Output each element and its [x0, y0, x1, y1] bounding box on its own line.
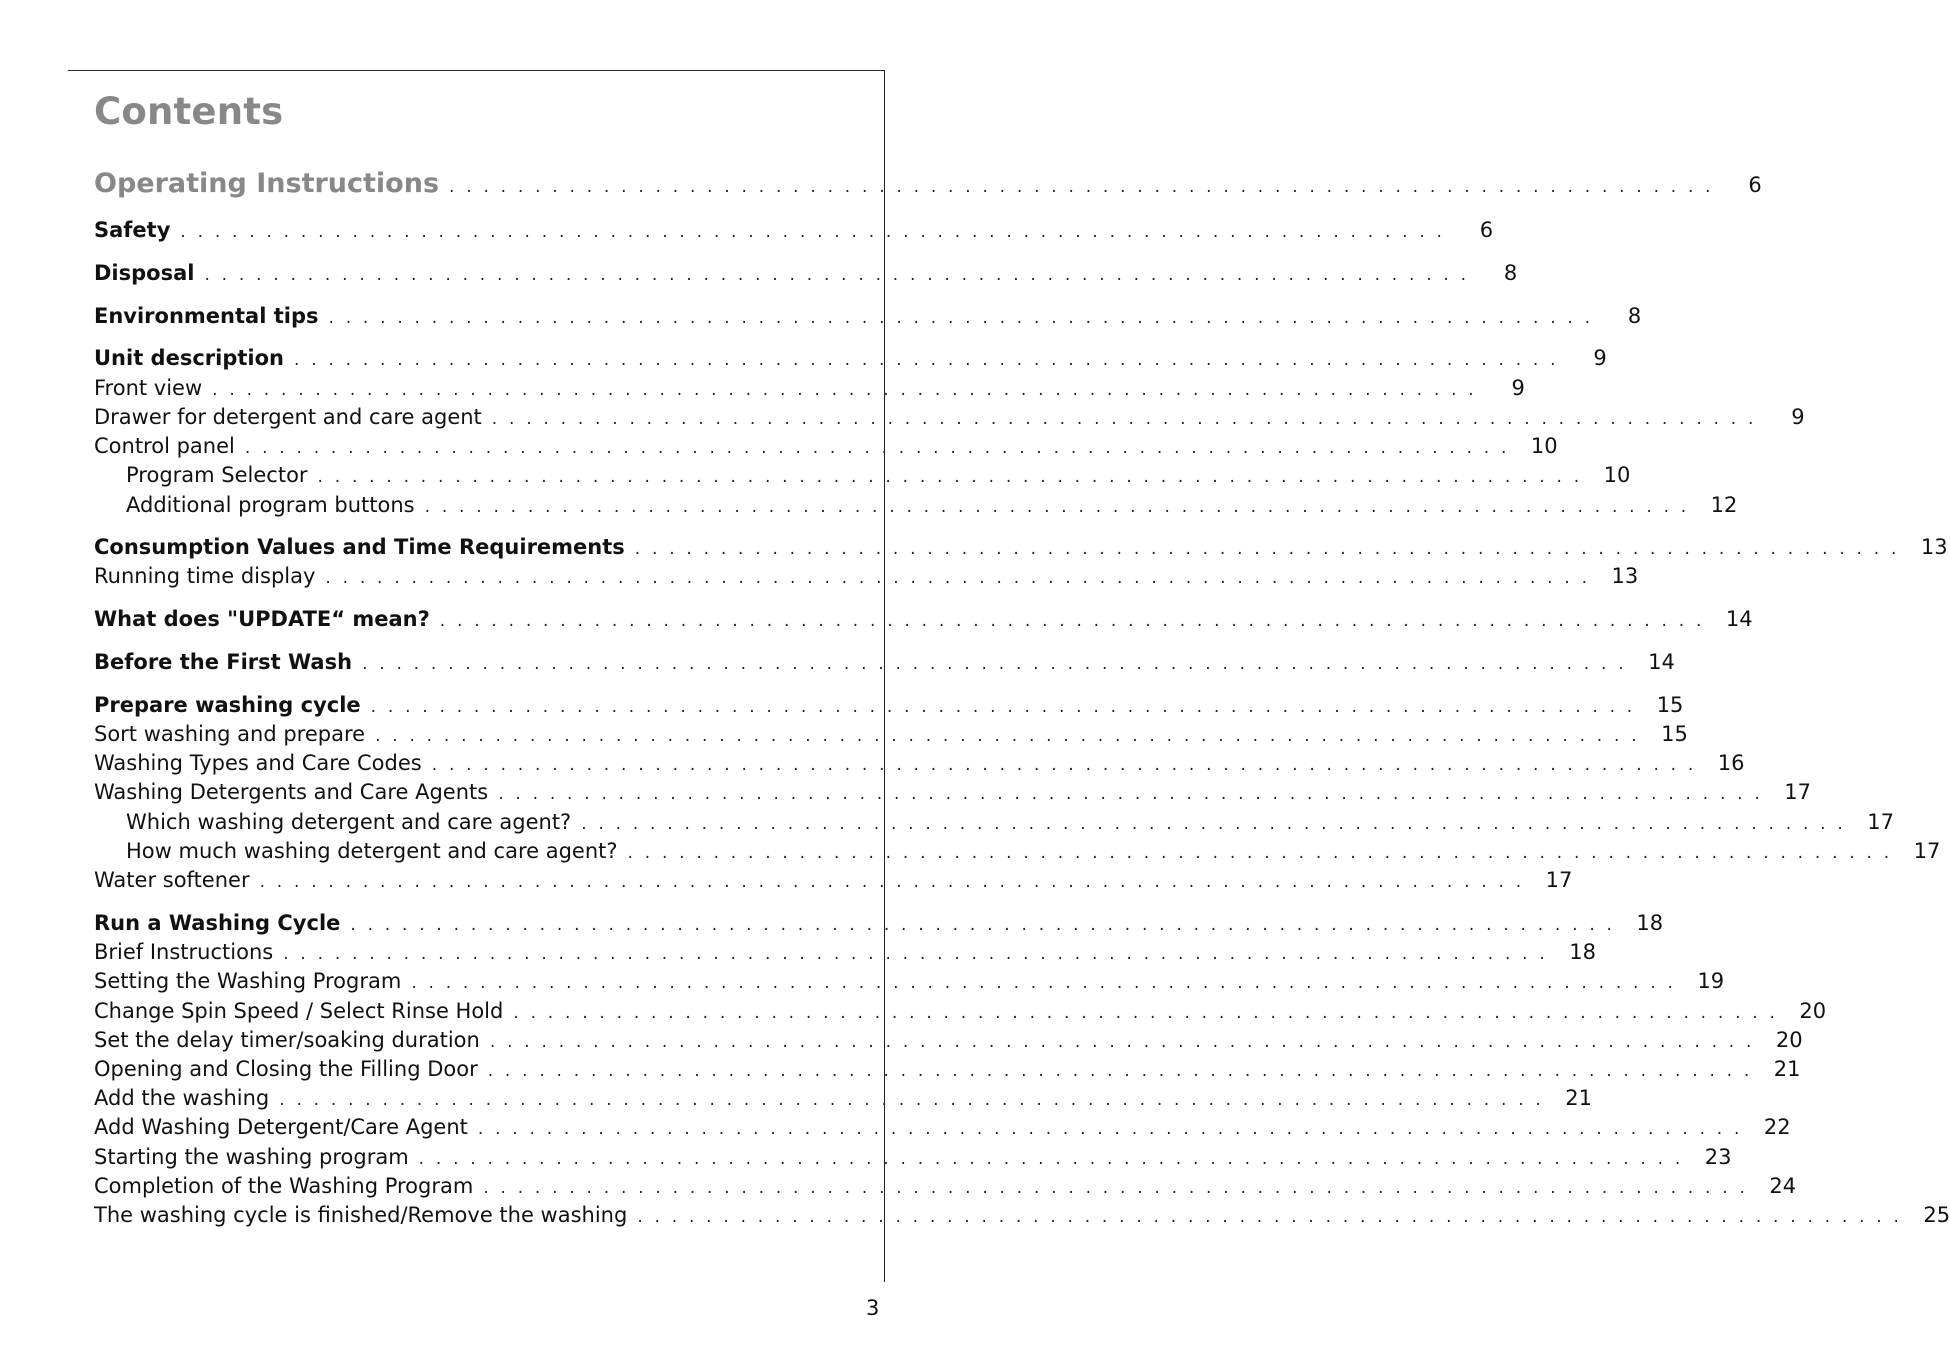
- toc-entry-consumption-values[interactable]: Consumption Values and Time Requirements . . . . . . . . . . . . . . . . . . . . . . . . . . . . . . . . . . . . . . . . . . . . . . . . . . . . . . . . . . . . . . . . . . . . . . . . . . 13: [94, 535, 1948, 559]
- toc-entry-additional-program-buttons[interactable]: Additional program buttons . . . . . . . . . . . . . . . . . . . . . . . . . . . . . . . . . . . . . . . . . . . . . . . . . . . . . . . . . . . . . . . . . . . . . . . . . . 12: [126, 493, 1738, 517]
- toc-entry-operating-instructions[interactable]: Operating Instructions . . . . . . . . . . . . . . . . . . . . . . . . . . . . . . . . . . . . . . . . . . . . . . . . . . . . . . . . . . . . . . . . . . . . . . . . . . 6: [94, 168, 1762, 199]
- toc-entry-before-first-wash[interactable]: Before the First Wash . . . . . . . . . . . . . . . . . . . . . . . . . . . . . . . . . . . . . . . . . . . . . . . . . . . . . . . . . . . . . . . . . . . . . . . . . . 14: [94, 650, 1675, 674]
- toc-entry-update[interactable]: What does "UPDATE“ mean? . . . . . . . . . . . . . . . . . . . . . . . . . . . . . . . . . . . . . . . . . . . . . . . . . . . . . . . . . . . . . . . . . . . . . . . . . . 14: [94, 607, 1753, 631]
- toc-entry-delay-timer[interactable]: Set the delay timer/soaking duration . . . . . . . . . . . . . . . . . . . . . . . . . . . . . . . . . . . . . . . . . . . . . . . . . . . . . . . . . . . . . . . . . . . . . . . . . . 20: [94, 1028, 1803, 1052]
- toc-entry-safety[interactable]: Safety . . . . . . . . . . . . . . . . . . . . . . . . . . . . . . . . . . . . . . . . . . . . . . . . . . . . . . . . . . . . . . . . . . . . . . . . . . 6: [94, 218, 1494, 242]
- toc-entry-prepare-washing-cycle[interactable]: Prepare washing cycle . . . . . . . . . . . . . . . . . . . . . . . . . . . . . . . . . . . . . . . . . . . . . . . . . . . . . . . . . . . . . . . . . . . . . . . . . . 15: [94, 693, 1684, 717]
- top-rule: [68, 70, 885, 71]
- toc-entry-change-spin-speed[interactable]: Change Spin Speed / Select Rinse Hold . . . . . . . . . . . . . . . . . . . . . . . . . . . . . . . . . . . . . . . . . . . . . . . . . . . . . . . . . . . . . . . . . . . . . . . . . . 20: [94, 999, 1827, 1023]
- toc-entry-which-detergent[interactable]: Which washing detergent and care agent? . . . . . . . . . . . . . . . . . . . . . . . . . . . . . . . . . . . . . . . . . . . . . . . . . . . . . . . . . . . . . . . . . . . . . . . . . . 17: [126, 810, 1894, 834]
- toc-entry-washing-detergents[interactable]: Washing Detergents and Care Agents . . . . . . . . . . . . . . . . . . . . . . . . . . . . . . . . . . . . . . . . . . . . . . . . . . . . . . . . . . . . . . . . . . . . . . . . . . 17: [94, 780, 1811, 804]
- page-number: 3: [866, 1296, 880, 1320]
- toc-entry-disposal[interactable]: Disposal . . . . . . . . . . . . . . . . . . . . . . . . . . . . . . . . . . . . . . . . . . . . . . . . . . . . . . . . . . . . . . . . . . . . . . . . . . 8: [94, 261, 1518, 285]
- toc-entry-running-time-display[interactable]: Running time display . . . . . . . . . . . . . . . . . . . . . . . . . . . . . . . . . . . . . . . . . . . . . . . . . . . . . . . . . . . . . . . . . . . . . . . . . . 13: [94, 564, 1639, 588]
- toc-entry-drawer[interactable]: Drawer for detergent and care agent . . . . . . . . . . . . . . . . . . . . . . . . . . . . . . . . . . . . . . . . . . . . . . . . . . . . . . . . . . . . . . . . . . . . . . . . . . 9: [94, 405, 1805, 429]
- page-title: Contents: [94, 90, 284, 133]
- toc-entry-add-detergent[interactable]: Add Washing Detergent/Care Agent . . . . . . . . . . . . . . . . . . . . . . . . . . . . . . . . . . . . . . . . . . . . . . . . . . . . . . . . . . . . . . . . . . . . . . . . . . 22: [94, 1115, 1791, 1139]
- toc-entry-unit-description[interactable]: Unit description . . . . . . . . . . . . . . . . . . . . . . . . . . . . . . . . . . . . . . . . . . . . . . . . . . . . . . . . . . . . . . . . . . . . . . . . . . 9: [94, 346, 1607, 370]
- toc-entry-washing-types[interactable]: Washing Types and Care Codes . . . . . . . . . . . . . . . . . . . . . . . . . . . . . . . . . . . . . . . . . . . . . . . . . . . . . . . . . . . . . . . . . . . . . . . . . . 16: [94, 751, 1745, 775]
- toc-entry-run-washing-cycle[interactable]: Run a Washing Cycle . . . . . . . . . . . . . . . . . . . . . . . . . . . . . . . . . . . . . . . . . . . . . . . . . . . . . . . . . . . . . . . . . . . . . . . . . . 18: [94, 911, 1664, 935]
- toc-entry-cycle-finished[interactable]: The washing cycle is finished/Remove the washing . . . . . . . . . . . . . . . . . . . . . . . . . . . . . . . . . . . . . . . . . . . . . . . . . . . . . . . . . . . . . . . . . . . . . . . . . . 25: [94, 1203, 1950, 1227]
- toc-entry-program-selector[interactable]: Program Selector . . . . . . . . . . . . . . . . . . . . . . . . . . . . . . . . . . . . . . . . . . . . . . . . . . . . . . . . . . . . . . . . . . . . . . . . . . 10: [126, 463, 1631, 487]
- toc-entry-brief-instructions[interactable]: Brief Instructions . . . . . . . . . . . . . . . . . . . . . . . . . . . . . . . . . . . . . . . . . . . . . . . . . . . . . . . . . . . . . . . . . . . . . . . . . . 18: [94, 940, 1596, 964]
- toc-entry-how-much-detergent[interactable]: How much washing detergent and care agent? . . . . . . . . . . . . . . . . . . . . . . . . . . . . . . . . . . . . . . . . . . . . . . . . . . . . . . . . . . . . . . . . . . . . . . . . . . 17: [126, 839, 1941, 863]
- toc-entry-sort-washing[interactable]: Sort washing and prepare . . . . . . . . . . . . . . . . . . . . . . . . . . . . . . . . . . . . . . . . . . . . . . . . . . . . . . . . . . . . . . . . . . . . . . . . . . 15: [94, 722, 1688, 746]
- toc-entry-front-view[interactable]: Front view . . . . . . . . . . . . . . . . . . . . . . . . . . . . . . . . . . . . . . . . . . . . . . . . . . . . . . . . . . . . . . . . . . . . . . . . . . 9: [94, 376, 1525, 400]
- toc-entry-filling-door[interactable]: Opening and Closing the Filling Door . . . . . . . . . . . . . . . . . . . . . . . . . . . . . . . . . . . . . . . . . . . . . . . . . . . . . . . . . . . . . . . . . . . . . . . . . . 21: [94, 1057, 1801, 1081]
- toc-entry-environmental-tips[interactable]: Environmental tips . . . . . . . . . . . . . . . . . . . . . . . . . . . . . . . . . . . . . . . . . . . . . . . . . . . . . . . . . . . . . . . . . . . . . . . . . . 8: [94, 304, 1642, 328]
- toc-entry-water-softener[interactable]: Water softener . . . . . . . . . . . . . . . . . . . . . . . . . . . . . . . . . . . . . . . . . . . . . . . . . . . . . . . . . . . . . . . . . . . . . . . . . . 17: [94, 868, 1573, 892]
- toc-entry-add-washing[interactable]: Add the washing . . . . . . . . . . . . . . . . . . . . . . . . . . . . . . . . . . . . . . . . . . . . . . . . . . . . . . . . . . . . . . . . . . . . . . . . . . 21: [94, 1086, 1593, 1110]
- toc-entry-control-panel[interactable]: Control panel . . . . . . . . . . . . . . . . . . . . . . . . . . . . . . . . . . . . . . . . . . . . . . . . . . . . . . . . . . . . . . . . . . . . . . . . . . 10: [94, 434, 1558, 458]
- toc-entry-completion[interactable]: Completion of the Washing Program . . . . . . . . . . . . . . . . . . . . . . . . . . . . . . . . . . . . . . . . . . . . . . . . . . . . . . . . . . . . . . . . . . . . . . . . . . 24: [94, 1174, 1797, 1198]
- toc-entry-starting-program[interactable]: Starting the washing program . . . . . . . . . . . . . . . . . . . . . . . . . . . . . . . . . . . . . . . . . . . . . . . . . . . . . . . . . . . . . . . . . . . . . . . . . . 23: [94, 1145, 1732, 1169]
- toc-entry-setting-program[interactable]: Setting the Washing Program . . . . . . . . . . . . . . . . . . . . . . . . . . . . . . . . . . . . . . . . . . . . . . . . . . . . . . . . . . . . . . . . . . . . . . . . . . 19: [94, 969, 1725, 993]
